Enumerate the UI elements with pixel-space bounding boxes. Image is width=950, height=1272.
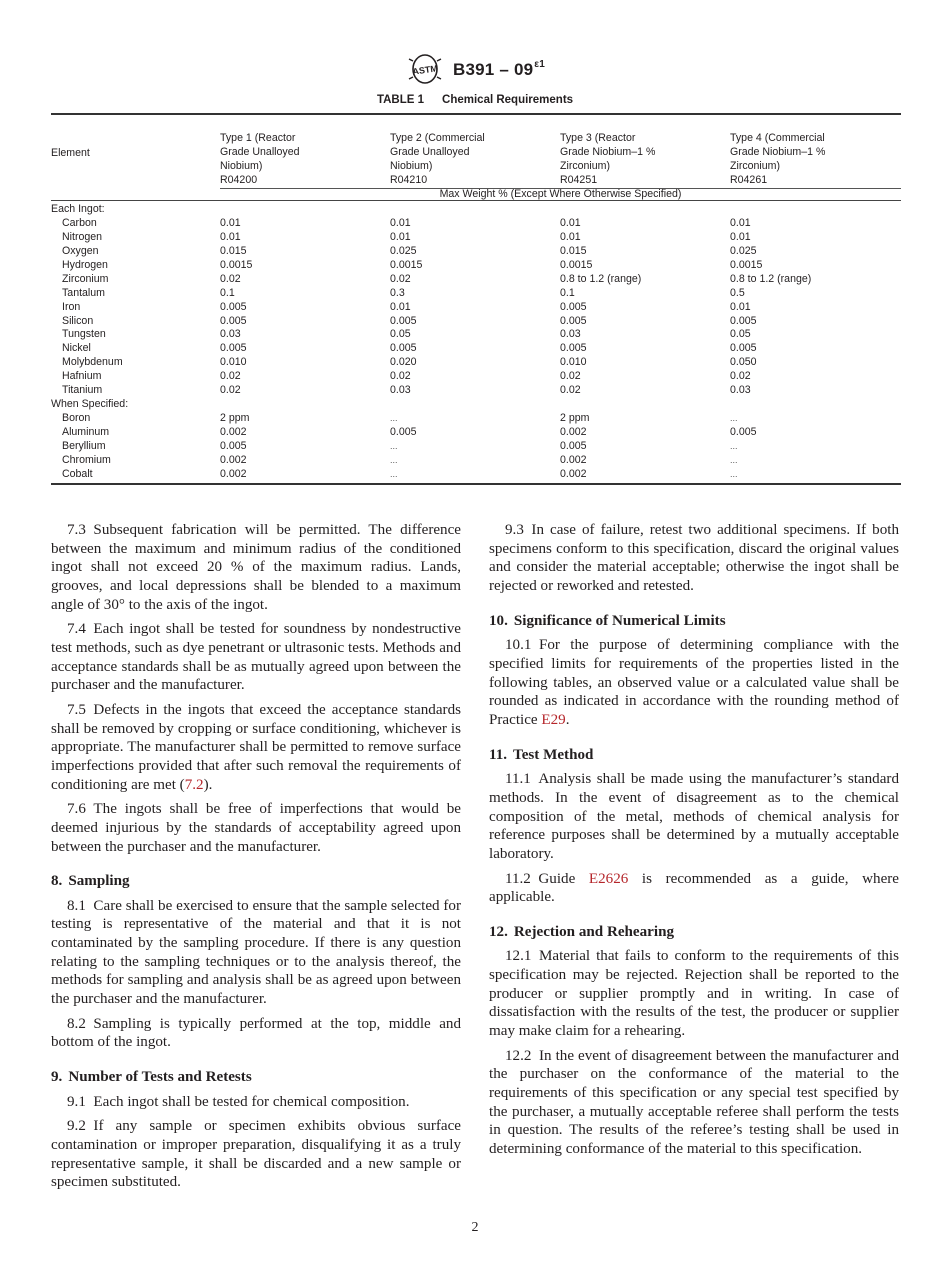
- table-cell: 0.050: [730, 356, 757, 369]
- table-cell: 0.015: [560, 244, 587, 257]
- table-row: [51, 286, 901, 300]
- paragraph-text: Each ingot shall be tested for chemical composition.: [93, 1093, 410, 1110]
- section-number: 8.: [51, 873, 63, 890]
- table-cell: 0.8 to 1.2 (range): [730, 272, 812, 285]
- element-name: Tungsten: [62, 328, 106, 341]
- table-row: [51, 327, 901, 341]
- element-name: Zirconium: [62, 272, 109, 285]
- element-name: Chromium: [62, 453, 111, 466]
- table-cell: ...: [390, 440, 398, 451]
- paragraph-text: Subsequent fabrication will be permitted. The difference between the maximum and minimum radius of the conditioned ingot shall not exceed 20 % of the maximum radius. Lands, grooves, and local depressions shall be blended to a maximum angle of 30° to the axis of the ingot.: [51, 522, 461, 613]
- table-cell: 0.002: [220, 453, 247, 466]
- table-row: [51, 244, 901, 258]
- table-cell: ...: [390, 468, 398, 479]
- table-header: [51, 115, 901, 201]
- element-name: Boron: [62, 412, 91, 425]
- table-row: [51, 467, 901, 481]
- table-cell: 0.01: [220, 230, 241, 243]
- column-header-type3: [560, 131, 655, 187]
- column-header-element: [51, 146, 90, 160]
- table-cell: 0.005: [220, 300, 247, 313]
- table-cell: 0.0015: [730, 258, 763, 271]
- header-line: Type 4 (Commercial: [730, 132, 825, 144]
- header-line: Type 1 (Reactor: [220, 132, 296, 144]
- table-cell: 0.01: [390, 216, 411, 229]
- paragraph-number: 9.1: [67, 1093, 86, 1110]
- table-cell: 0.0015: [220, 258, 253, 271]
- paragraph: [489, 770, 899, 863]
- table-cell: 0.002: [560, 453, 587, 466]
- paragraph-text: .: [565, 711, 570, 728]
- table-cell: 0.0015: [560, 258, 593, 271]
- right-text-column: [489, 521, 899, 1165]
- paragraph-text: For the purpose of determining compliance with the specified limits for requirements of the properties listed in the following tables, an observed value or a calculated value shall be rounded as indicated in accordance with the rounding method of Practice: [489, 637, 899, 728]
- table-row: [51, 355, 901, 369]
- paragraph: [489, 521, 899, 596]
- paragraph-number: 7.3: [67, 522, 86, 538]
- table-cell: ...: [730, 468, 738, 479]
- paragraph: [489, 870, 899, 907]
- table-cell: 0.0015: [390, 258, 423, 271]
- paragraph-number: 8.1: [67, 897, 86, 914]
- paragraph-text: Guide: [538, 870, 589, 887]
- paragraph-text: In the event of disagreement between the manufacturer and the purchaser on the conformance of the material to the requirements of this specification or any special test specified by the purchaser, a mutually acceptable referee shall perform the tests in question. The results of the referee’s testing shall be used in determining conformance of the material to this specification.: [489, 1047, 899, 1158]
- paragraph-number: 7.4: [67, 621, 86, 638]
- table-caption: [0, 94, 950, 106]
- table-cell: 0.02: [220, 370, 241, 383]
- paragraph-number: 12.1: [505, 948, 532, 965]
- table-row: [51, 411, 901, 425]
- section-title: Number of Tests and Retests: [68, 1069, 252, 1086]
- table-title: Chemical Requirements: [442, 94, 574, 106]
- paragraph-number: 10.1: [505, 637, 532, 654]
- astm-logo-icon: [405, 53, 445, 85]
- column-header-type2: [390, 131, 485, 187]
- table-cell: 0.1: [220, 286, 235, 299]
- paragraph-number: 9.3: [505, 522, 524, 538]
- table-cell: 0.02: [560, 370, 581, 383]
- paragraph: [51, 701, 461, 794]
- element-name: Carbon: [62, 216, 97, 229]
- column-header-type4: [730, 131, 825, 187]
- paragraph: [51, 1093, 461, 1112]
- element-name: Tantalum: [62, 286, 105, 299]
- paragraph: [51, 897, 461, 1009]
- table-cell: ...: [730, 454, 738, 465]
- paragraph: [51, 800, 461, 856]
- table-cell: 0.005: [220, 314, 247, 327]
- header-line: Element: [51, 147, 90, 159]
- cross-reference-link[interactable]: E29: [541, 711, 566, 728]
- header-line: R04251: [560, 174, 598, 186]
- table-body: [51, 201, 901, 483]
- table-cell: 0.01: [390, 230, 411, 243]
- paragraph-text: If any sample or specimen exhibits obvious surface contamination or improper preparation, disqualifying it as a truly representative sample, it shall be discarded and a new sample or specimen substituted.: [51, 1118, 461, 1191]
- table-cell: ...: [390, 454, 398, 465]
- element-name: Cobalt: [62, 467, 93, 480]
- paragraph: [489, 947, 899, 1040]
- header-line: Zirconium): [730, 160, 781, 172]
- element-name: Nitrogen: [62, 230, 103, 243]
- table-cell: 0.02: [220, 272, 241, 285]
- table-cell: 0.005: [560, 300, 587, 313]
- table-cell: 0.005: [730, 426, 757, 438]
- table-cell: ...: [730, 413, 738, 424]
- table-row: [51, 341, 901, 355]
- header-line: R04210: [390, 174, 428, 186]
- table-cell: 0.002: [560, 467, 587, 480]
- paragraph-text: Material that fails to conform to the requirements of this specification may be rejected. Rejection shall be reported to the producer or supplier promptly and in writing. In case of dissatisfaction with the results of the test, the producer or supplier may make claim for a rehearing.: [489, 948, 899, 1040]
- table-cell: 0.005: [560, 342, 587, 355]
- element-name: Aluminum: [62, 426, 110, 438]
- table-cell: 0.015: [220, 244, 247, 257]
- cross-reference-link[interactable]: E2626: [588, 870, 629, 887]
- table-cell: 0.025: [730, 244, 757, 257]
- section-title: Significance of Numerical Limits: [513, 612, 726, 629]
- table-cell: 0.01: [730, 300, 751, 313]
- section-number: 12.: [489, 923, 508, 940]
- table-cell: 0.5: [730, 286, 745, 299]
- table-cell: 2 ppm: [220, 412, 250, 425]
- paragraph-text: The ingots shall be free of imperfections that would be deemed injurious by the standards of acceptability agreed upon between the purchaser and the manufacturer.: [51, 801, 461, 855]
- document-designation: $B391 - 09^{\varepsilon 1}$: [453, 58, 545, 79]
- table-cell: 0.01: [560, 230, 581, 243]
- table-cell: 0.1: [560, 286, 575, 299]
- table-cell: 0.01: [730, 230, 751, 243]
- table-cell: 0.002: [220, 467, 247, 480]
- table-cell: 0.005: [390, 342, 417, 355]
- page-header: [0, 52, 950, 86]
- table-cell: 0.02: [730, 370, 751, 383]
- element-name: Molybdenum: [62, 356, 123, 369]
- header-line: R04261: [730, 174, 768, 186]
- section-heading: [489, 746, 899, 765]
- table-cell: 0.02: [220, 384, 241, 397]
- table-cell: 0.01: [220, 216, 241, 229]
- table-cell: 0.005: [220, 342, 247, 355]
- paragraph: [489, 1047, 899, 1159]
- chemical-requirements-table: [51, 113, 901, 485]
- paragraph-number: 7.5: [67, 701, 86, 718]
- section-title: Sampling: [68, 873, 130, 890]
- table-cell: 0.02: [390, 370, 411, 383]
- table-cell: 0.005: [390, 426, 417, 438]
- paragraph-text: Defects in the ingots that exceed the acceptance standards shall be removed by cropping or surface conditioning, whichever is appropriate. The manufacturer shall be permitted to remove surface imperfections provided that after such removal the requirements of conditioning are met (: [51, 701, 461, 793]
- table-row: [51, 439, 901, 453]
- table-row: [51, 453, 901, 467]
- table-row: [51, 300, 901, 314]
- header-line: Niobium): [220, 160, 263, 172]
- table-cell: 0.01: [560, 216, 581, 229]
- designation-superscript: ε1: [534, 58, 545, 70]
- paragraph: [51, 1117, 461, 1192]
- table-cell: ...: [390, 413, 398, 424]
- table-cell: 0.02: [560, 384, 581, 397]
- table-group-row: [51, 397, 901, 411]
- header-line: Type 3 (Reactor: [560, 132, 636, 144]
- table-cell: 0.005: [220, 439, 247, 452]
- table-cell: 0.03: [220, 328, 241, 341]
- group-label: When Specified:: [51, 398, 129, 411]
- section-heading: [489, 923, 899, 942]
- section-title: Rejection and Rehearing: [513, 923, 675, 940]
- element-name: Titanium: [62, 384, 103, 397]
- group-label: Each Ingot:: [51, 203, 105, 215]
- units-label: Max Weight % (Except Where Otherwise Specified): [439, 188, 682, 200]
- table-row: [51, 425, 901, 439]
- table-cell: 0.05: [390, 328, 411, 341]
- paragraph-text: In case of failure, retest two additional specimens. If both specimens conform to this specification, discard the original values and consider the material acceptable; otherwise the ingot shall be rejected or reworked and retested.: [489, 522, 899, 594]
- element-name: Hafnium: [62, 370, 102, 383]
- table-row: [51, 272, 901, 286]
- paragraph-number: 11.1: [505, 771, 531, 788]
- table-cell: 0.8 to 1.2 (range): [560, 272, 642, 285]
- header-line: Zirconium): [560, 160, 611, 172]
- header-line: Type 2 (Commercial: [390, 132, 485, 144]
- section-title: Test Method: [513, 746, 594, 763]
- table-cell: 0.03: [560, 328, 581, 341]
- element-name: Silicon: [62, 314, 94, 327]
- section-number: 11.: [489, 746, 508, 763]
- section-number: 10.: [489, 612, 508, 629]
- paragraph-text: Sampling is typically performed at the top, middle and bottom of the ingot.: [51, 1015, 461, 1051]
- column-header-type1: [220, 131, 300, 187]
- table-cell: 0.005: [730, 314, 757, 327]
- table-cell: 0.005: [730, 342, 757, 355]
- table-cell: 0.02: [390, 272, 411, 285]
- table-cell: 0.05: [730, 328, 751, 341]
- paragraph-text: ).: [203, 776, 213, 793]
- header-line: Niobium): [390, 160, 433, 172]
- table-cell: 0.3: [390, 286, 405, 299]
- header-line: Grade Unalloyed: [390, 146, 470, 158]
- element-name: Iron: [62, 300, 81, 313]
- paragraph: [51, 620, 461, 695]
- paragraph: [51, 521, 461, 614]
- paragraph-number: 7.6: [67, 801, 86, 818]
- section-heading: [51, 872, 461, 891]
- table-cell: 0.010: [560, 356, 587, 369]
- table-cell: 0.01: [390, 300, 411, 313]
- header-line: Grade Niobium–1 %: [730, 146, 826, 158]
- section-number: 9.: [51, 1069, 63, 1086]
- table-cell: 0.005: [560, 439, 587, 452]
- header-line: Grade Niobium–1 %: [560, 146, 656, 158]
- paragraph-number: 12.2: [505, 1047, 532, 1064]
- table-cell: 0.03: [390, 384, 411, 397]
- table-cell: 0.025: [390, 244, 417, 257]
- paragraph-number: 11.2: [505, 870, 531, 887]
- table-cell: 0.020: [390, 356, 417, 369]
- header-line: Grade Unalloyed: [220, 146, 300, 158]
- table-label: TABLE 1: [376, 94, 425, 106]
- svg-text:ASTM: ASTM: [411, 63, 439, 77]
- table-cell: 0.01: [730, 216, 751, 229]
- element-name: Hydrogen: [62, 258, 108, 271]
- table-row: [51, 216, 901, 230]
- section-heading: [51, 1068, 461, 1087]
- paragraph-text: Care shall be exercised to ensure that the sample selected for testing is representative of the material and that it is not contaminated by the sampling procedure. If there is any question relating to the sampling techniques or to the analysis thereof, the methods for sampling and analysis shall be as agreed upon between the purchaser and the manufacturer.: [51, 897, 461, 1008]
- paragraph: [51, 1015, 461, 1052]
- left-text-column: [51, 521, 461, 1198]
- table-row: [51, 314, 901, 328]
- paragraph-number: 8.2: [67, 1015, 86, 1032]
- table-row: [51, 258, 901, 272]
- page-number: 2: [471, 1220, 479, 1235]
- table-row: [51, 230, 901, 244]
- paragraph: [489, 636, 899, 729]
- table-cell: ...: [730, 440, 738, 451]
- table-cell: 0.03: [730, 384, 751, 397]
- table-cell: 0.005: [560, 314, 587, 327]
- element-name: Oxygen: [62, 244, 99, 257]
- element-name: Beryllium: [62, 439, 106, 452]
- table-row: [51, 369, 901, 383]
- table-cell: 0.002: [560, 426, 587, 438]
- paragraph-number: 9.2: [67, 1118, 86, 1135]
- table-cell: 0.002: [220, 426, 247, 438]
- paragraph-text: Each ingot shall be tested for soundness by nondestructive test methods, such as dye penetrant or ultrasonic tests. Methods and acceptance standards shall be as mutually agreed upon between the purchaser and the manufacturer.: [51, 621, 461, 694]
- table-cell: 0.005: [390, 314, 417, 327]
- element-name: Nickel: [62, 342, 91, 355]
- table-cell: 2 ppm: [560, 412, 590, 425]
- paragraph-text: is recommended as a guide, where applicable.: [489, 870, 899, 906]
- table-row: [51, 383, 901, 397]
- header-line: R04200: [220, 174, 258, 186]
- paragraph-text: Analysis shall be made using the manufacturer’s standard methods. In the event of disagreement as to the chemical composition of the metal, methods of chemical analysis for reference purposes shall be determined by a mutually acceptable laboratory.: [489, 771, 899, 862]
- table-cell: 0.010: [220, 356, 247, 369]
- section-heading: [489, 612, 899, 631]
- table-group-row: [51, 202, 901, 216]
- cross-reference-link[interactable]: 7.2: [184, 776, 204, 793]
